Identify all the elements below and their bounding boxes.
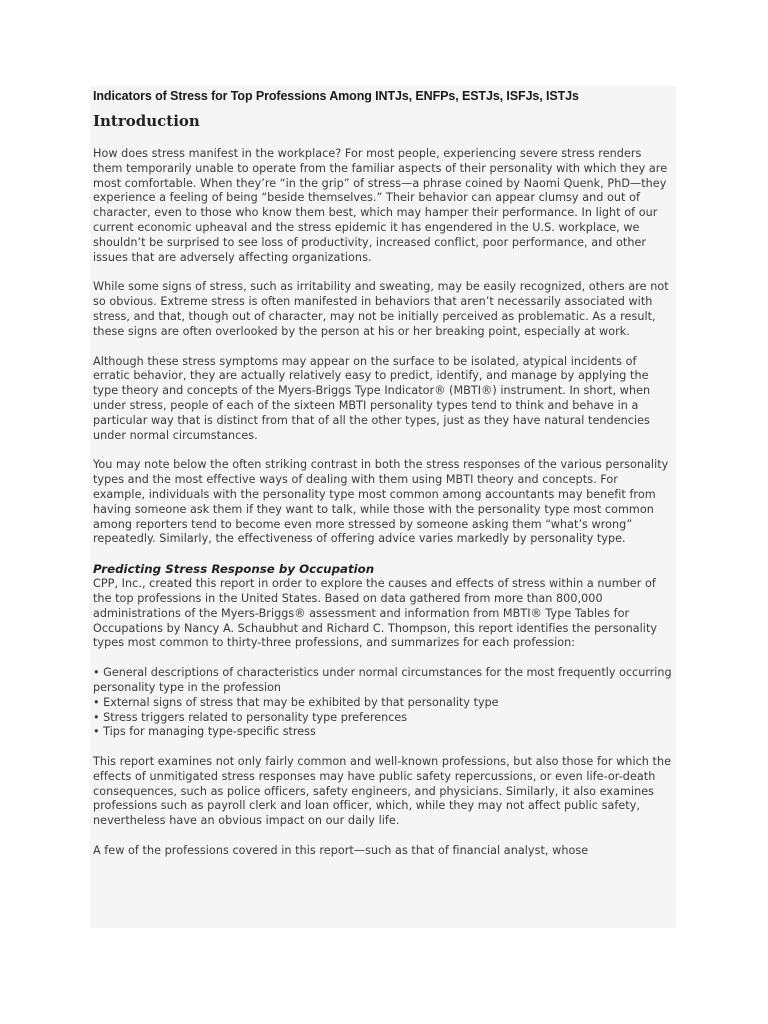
list-item: • Stress triggers related to personality type preferences bbox=[93, 710, 408, 724]
document-title: Indicators of Stress for Top Professions Among INTJs, ENFPs, ESTJs, ISFJs, ISTJs bbox=[93, 89, 579, 103]
paragraph-report-examines: This report examines not only fairly common and well-known professions, but also those for which the effects of unmitigated stress responses may have public safety repercussions, or even life-or-death consequences, such as police officers, safety engineers, and physicians. Similarly, it also examines professions such as payroll clerk and loan officer, which, while they may not affect public safety, nevertheless have an obvious impact on our daily life. bbox=[93, 755, 672, 828]
spacer bbox=[90, 131, 676, 147]
paragraph-stress-manifest: How does stress manifest in the workplace? For most people, experiencing severe stress renders them temporarily unable to operate from the familiar aspects of their personality with which they are most comfortable. When they’re “in the grip” of stress—a phrase coined by Naomi Quenk, PhD—they experience a feeling of being “beside themselves.” Their behavior can appear clumsy and out of character, even to those who know them best, which may hamper their performance. In light of our current economic upheaval and the stress epidemic it has engendered in the U.S. workplace, we shouldn’t be surprised to see loss of productivity, increased conflict, poor performance, and other issues that are adversely affecting organizations. bbox=[93, 147, 668, 264]
paragraph-cpp-report: CPP, Inc., created this report in order to explore the causes and effects of stress within a number of the top professions in the United States. Based on data gathered from more than 800,000 administrations of the Myers-Briggs® assessment and information from MBTI® Type Tables for Occupations by Nancy A. Schaubhut and Richard C. Thompson, this report identifies the personality types most common to thirty-three professions, and summarizes for each profession: bbox=[93, 577, 658, 650]
spacer bbox=[90, 829, 676, 844]
paragraph-signs-of-stress: While some signs of stress, such as irritability and sweating, may be easily recognized, others are not so obvious. Extreme stress is often manifested in behaviors that aren’t necessarily associated with stress, and that, though out of character, may not be initially perceived as problematic. As a result, these signs are often overlooked by the person at his or her breaking point, especially at work. bbox=[93, 280, 669, 338]
occupation-subheading: Predicting Stress Response by Occupation bbox=[93, 562, 375, 577]
spacer bbox=[90, 547, 676, 562]
list-item: • External signs of stress that may be exhibited by that personality type bbox=[93, 695, 499, 709]
spacer bbox=[90, 265, 676, 280]
paragraph-stress-symptoms: Although these stress symptoms may appear on the surface to be isolated, atypical incidents of erratic behavior, they are actually relatively easy to predict, identify, and manage by applying the type theory and concepts of the Myers-Briggs Type Indicator® (MBTI®) instrument. In short, when under stress, people of each of the sixteen MBTI personality types tend to think and behave in a particular way that is distinct from that of all the other types, just as they have natural tendencies under normal circumstances. bbox=[93, 354, 651, 442]
paragraph-contrast: You may note below the often striking contrast in both the stress responses of the various personality types and the most effective ways of dealing with them using MBTI theory and concepts. For example, individuals with the personality type most common among accountants may benefit from having someone ask them if they want to talk, while those with the personality type most common among reporters tend to become even more stressed by someone asking them “what’s wrong” repeatedly. Similarly, the effectiveness of offering advice varies markedly by personality type. bbox=[93, 458, 669, 546]
paragraph-few-professions: A few of the professions covered in this report—such as that of financial analyst, whose bbox=[93, 844, 589, 858]
spacer bbox=[90, 740, 676, 755]
spacer bbox=[90, 443, 676, 458]
spacer bbox=[90, 340, 676, 355]
introduction-heading: Introduction bbox=[93, 112, 200, 130]
profession-summary-list bbox=[90, 666, 676, 740]
document-content bbox=[90, 86, 676, 928]
spacer bbox=[90, 651, 676, 666]
list-item: • Tips for managing type-specific stress bbox=[93, 725, 316, 739]
list-item: • General descriptions of characteristics under normal circumstances for the most frequently occurring personality type in the profession bbox=[93, 666, 672, 694]
